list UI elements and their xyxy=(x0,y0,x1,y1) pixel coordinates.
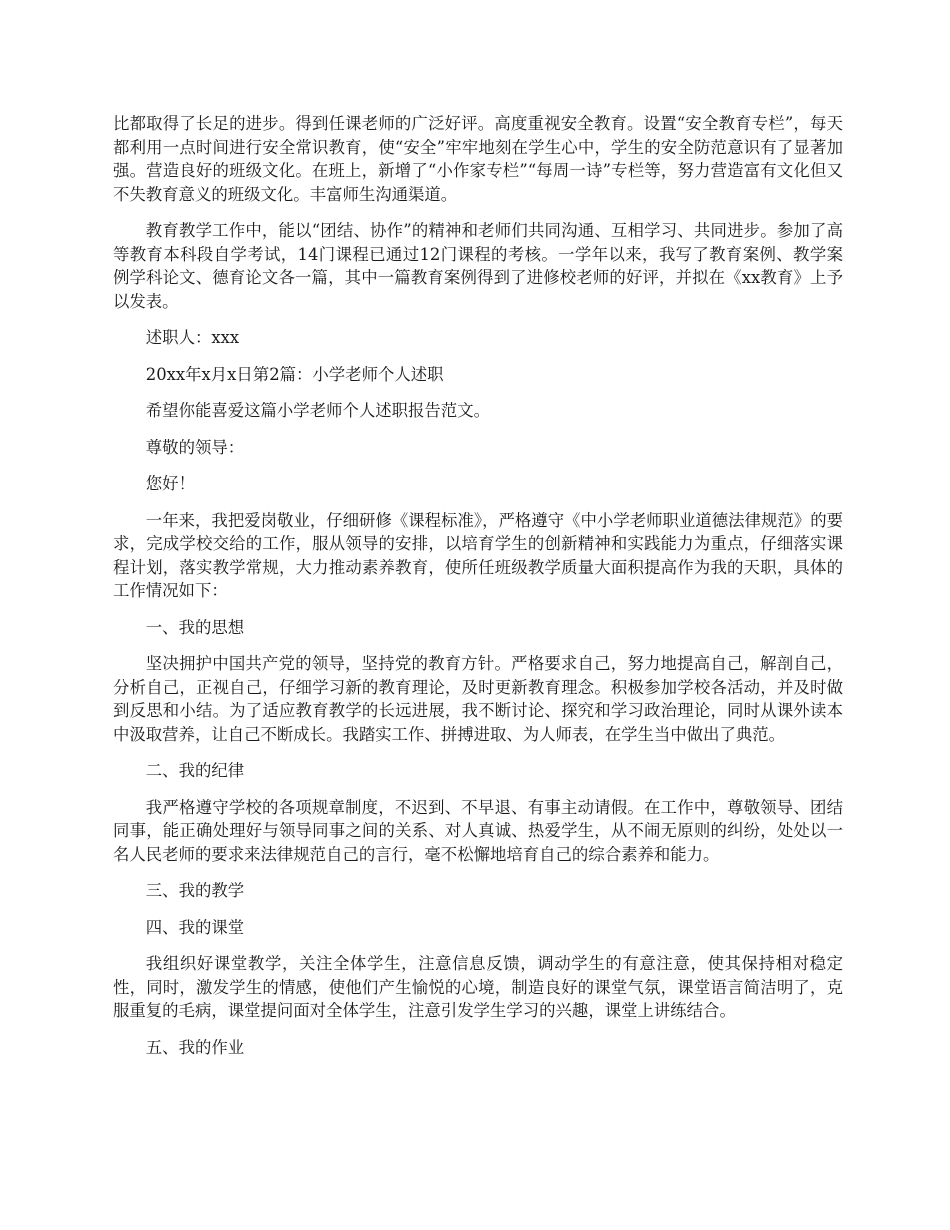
paragraph: 一年来，我把爱岗敬业，仔细研修《课程标准》，严格遵守《中小学老师职业道德法律规范》的要求，完成学校交给的工作，服从领导的安排，以培育学生的创新精神和实践能力为重点，仔细落实课程计划，落实教学常规，大力推动素养教育，使所任班级教学质量大面积提高作为我的天职，具体的工作情况如下： xyxy=(113,510,843,600)
paragraph: 比都取得了长足的进步。得到任课老师的广泛好评。高度重视安全教育。设置“安全教育专栏”，每天都利用一点时间进行安全常识教育，使“安全”牢牢地刻在学生心中，学生的安全防范意识有了显著加强。营造良好的班级文化。在班上，新增了“小作家专栏”“每周一诗”专栏等，努力营造富有文化但又不失教育意义的班级文化。丰富师生沟通渠道。 xyxy=(113,114,843,204)
section-heading: 四、我的课堂 xyxy=(145,917,245,937)
paragraph: 我组织好课堂教学，关注全体学生，注意信息反馈，调动学生的有意注意，使其保持相对稳定性，同时，激发学生的情感，使他们产生愉悦的心境，制造良好的课堂气氛，课堂语言简洁明了，克服重复的毛病，课堂提问面对全体学生，注意引发学生学习的兴趣，课堂上讲练结合。 xyxy=(113,954,843,1020)
section-heading: 一、我的思想 xyxy=(145,617,245,637)
signature-line: 述职人：xxx xyxy=(145,328,240,347)
paragraph: 我严格遵守学校的各项规章制度，不迟到、不早退、有事主动请假。在工作中，尊敬领导、团结同事，能正确处理好与领导同事之间的关系、对人真诚、热爱学生，从不闹无原则的纠纷，处处以一名人民老师的要求来法律规范自己的言行，毫不松懈地培育自己的综合素养和能力。 xyxy=(113,797,843,864)
paragraph: 希望你能喜爱这篇小学老师个人述职报告范文。 xyxy=(145,401,490,420)
section-heading: 五、我的作业 xyxy=(145,1037,245,1057)
paragraph: 坚决拥护中国共产党的领导，坚持党的教育方针。严格要求自己，努力地提高自己，解剖自己，分析自己，正视自己，仔细学习新的教育理论，及时更新教育理念。积极参加学校各活动，并及时做到反思和小结。为了适应教育教学的长远进展，我不断讨论、探究和学习政治理论，同时从课外读本中汲取营养，让自己不断成长。我踏实工作、拼搏进取、为人师表，在学生当中做出了典范。 xyxy=(113,654,843,744)
date-and-section-title: 20xx年x月x日第2篇：小学老师个人述职 xyxy=(145,364,444,384)
greeting: 您好！ xyxy=(145,474,195,493)
paragraph: 教育教学工作中，能以“团结、协作”的精神和老师们共同沟通、互相学习、共同进步。参加了高等教育本科段自学考试，14门课程已通过12门课程的考核。一学年以来，我写了教育案例、教学案例学科论文、德育论文各一篇，其中一篇教育案例得到了进修校老师的好评，并拟在《xx教育》上予以发表。 xyxy=(113,221,843,311)
document-body xyxy=(113,112,843,1072)
salutation: 尊敬的领导： xyxy=(145,437,245,457)
section-heading: 三、我的教学 xyxy=(145,881,245,900)
section-heading: 二、我的纪律 xyxy=(145,761,245,780)
